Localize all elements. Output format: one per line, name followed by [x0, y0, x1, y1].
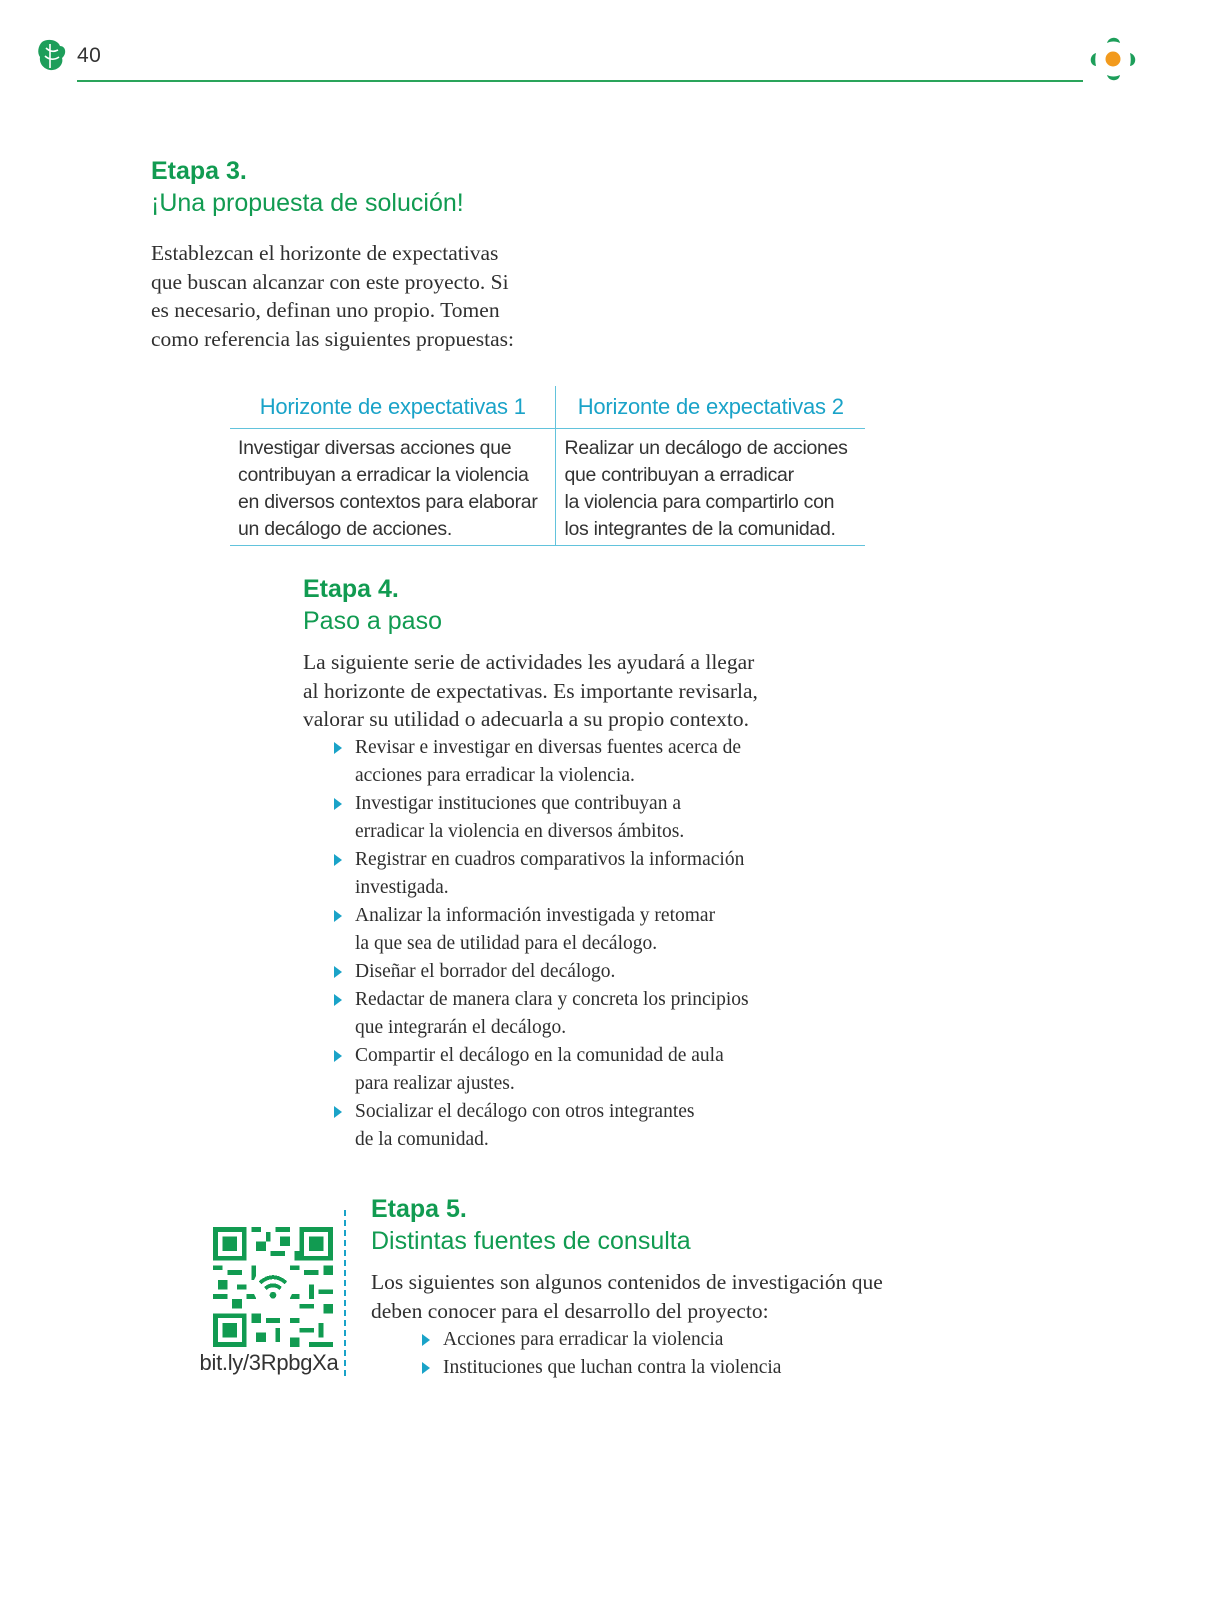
community-flower-icon	[1087, 33, 1139, 85]
stage3-subtitle: ¡Una propuesta de solución!	[151, 189, 464, 217]
bullet-triangle-icon	[334, 742, 342, 754]
list-item-line: Redactar de manera clara y concreta los principios	[355, 989, 749, 1010]
table-header: Horizonte de expectativas 1	[230, 386, 556, 429]
cell-line: los integrantes de la comunidad.	[564, 518, 836, 540]
stage5-heading	[371, 1193, 691, 1257]
table-header-row	[230, 386, 865, 429]
cell-line: la violencia para compartirlo con	[564, 491, 835, 513]
table-row	[230, 429, 865, 546]
cell-line: en diversos contextos para elaborar	[238, 491, 538, 513]
table-header: Horizonte de expectativas 2	[556, 386, 865, 429]
list-item	[330, 790, 850, 846]
leaf-logo-icon	[36, 38, 68, 74]
stage4-heading	[303, 573, 442, 637]
qr-code-icon[interactable]	[213, 1227, 333, 1347]
cell-line: que contribuyan a erradicar	[564, 464, 794, 486]
bullet-triangle-icon	[334, 910, 342, 922]
stage3-title: Etapa 3.	[151, 157, 247, 185]
paragraph-line: deben conocer para el desarrollo del proyecto:	[371, 1298, 769, 1323]
table-cell	[230, 429, 556, 546]
list-item-line: Socializar el decálogo con otros integrantes	[355, 1101, 695, 1122]
page-number: 40	[77, 44, 102, 67]
stage5-paragraph	[371, 1268, 883, 1325]
cell-line: contribuyan a erradicar la violencia	[238, 464, 529, 486]
cell-line: Investigar diversas acciones que	[238, 437, 512, 459]
list-item	[418, 1354, 938, 1382]
page-header	[0, 0, 1214, 100]
bullet-triangle-icon	[334, 1050, 342, 1062]
stage5-content-list	[418, 1326, 938, 1382]
list-item-line: Compartir el decálogo en la comunidad de aula	[355, 1045, 724, 1066]
paragraph-line: que buscan alcanzar con este proyecto. Si	[151, 269, 509, 294]
list-item-line: la que sea de utilidad para el decálogo.	[355, 933, 658, 954]
list-item	[330, 734, 850, 790]
stage5-title: Etapa 5.	[371, 1195, 467, 1223]
cell-line: Realizar un decálogo de acciones	[564, 437, 848, 459]
paragraph-line: como referencia las siguientes propuestas:	[151, 326, 514, 351]
qr-link[interactable]: bit.ly/3RpbgXa	[199, 1350, 339, 1375]
stage4-title: Etapa 4.	[303, 575, 399, 603]
paragraph-line: es necesario, definan uno propio. Tomen	[151, 298, 500, 322]
table-cell	[556, 429, 865, 546]
bullet-triangle-icon	[334, 854, 342, 866]
list-item-line: que integrarán el decálogo.	[355, 1017, 567, 1038]
stage4-activity-list	[330, 734, 850, 1154]
list-item-line: erradicar la violencia en diversos ámbitos.	[355, 821, 685, 842]
bullet-triangle-icon	[334, 798, 342, 810]
list-item-line: investigada.	[355, 877, 449, 898]
cell-line: un decálogo de acciones.	[238, 518, 452, 540]
list-item-line: acciones para erradicar la violencia.	[355, 765, 635, 786]
list-item-line: Acciones para erradicar la violencia	[443, 1329, 724, 1350]
paragraph-line: La siguiente serie de actividades les ayudará a llegar	[303, 650, 755, 674]
list-item-line: Revisar e investigar en diversas fuentes acerca de	[355, 737, 742, 758]
stage5-subtitle: Distintas fuentes de consulta	[371, 1227, 691, 1255]
bullet-triangle-icon	[422, 1362, 430, 1374]
list-item	[330, 1098, 850, 1154]
paragraph-line: al horizonte de expectativas. Es importante revisarla,	[303, 678, 758, 703]
list-item-line: Analizar la información investigada y retomar	[355, 905, 716, 926]
list-item	[330, 958, 850, 986]
stage4-paragraph	[303, 648, 758, 734]
paragraph-line: Establezcan el horizonte de expectativas	[151, 241, 499, 265]
stage3-heading	[151, 155, 464, 219]
bullet-triangle-icon	[422, 1334, 430, 1346]
stage4-subtitle: Paso a paso	[303, 607, 442, 635]
list-item	[330, 1042, 850, 1098]
list-item-line: Registrar en cuadros comparativos la información	[355, 849, 745, 870]
bullet-triangle-icon	[334, 966, 342, 978]
list-item-line: Investigar instituciones que contribuyan a	[355, 793, 681, 814]
list-item-line: de la comunidad.	[355, 1129, 489, 1150]
list-item-line: Diseñar el borrador del decálogo.	[355, 961, 616, 982]
paragraph-line: Los siguientes son algunos contenidos de investigación que	[371, 1270, 883, 1294]
expectations-table	[230, 386, 865, 546]
dashed-divider	[344, 1210, 346, 1376]
bullet-triangle-icon	[334, 1106, 342, 1118]
header-divider	[77, 80, 1083, 82]
list-item	[418, 1326, 938, 1354]
list-item	[330, 986, 850, 1042]
list-item	[330, 846, 850, 902]
list-item-line: Instituciones que luchan contra la violencia	[443, 1357, 782, 1378]
list-item-line: para realizar ajustes.	[355, 1073, 515, 1094]
list-item	[330, 902, 850, 958]
paragraph-line: valorar su utilidad o adecuarla a su propio contexto.	[303, 707, 749, 731]
bullet-triangle-icon	[334, 994, 342, 1006]
stage3-paragraph	[151, 239, 514, 353]
